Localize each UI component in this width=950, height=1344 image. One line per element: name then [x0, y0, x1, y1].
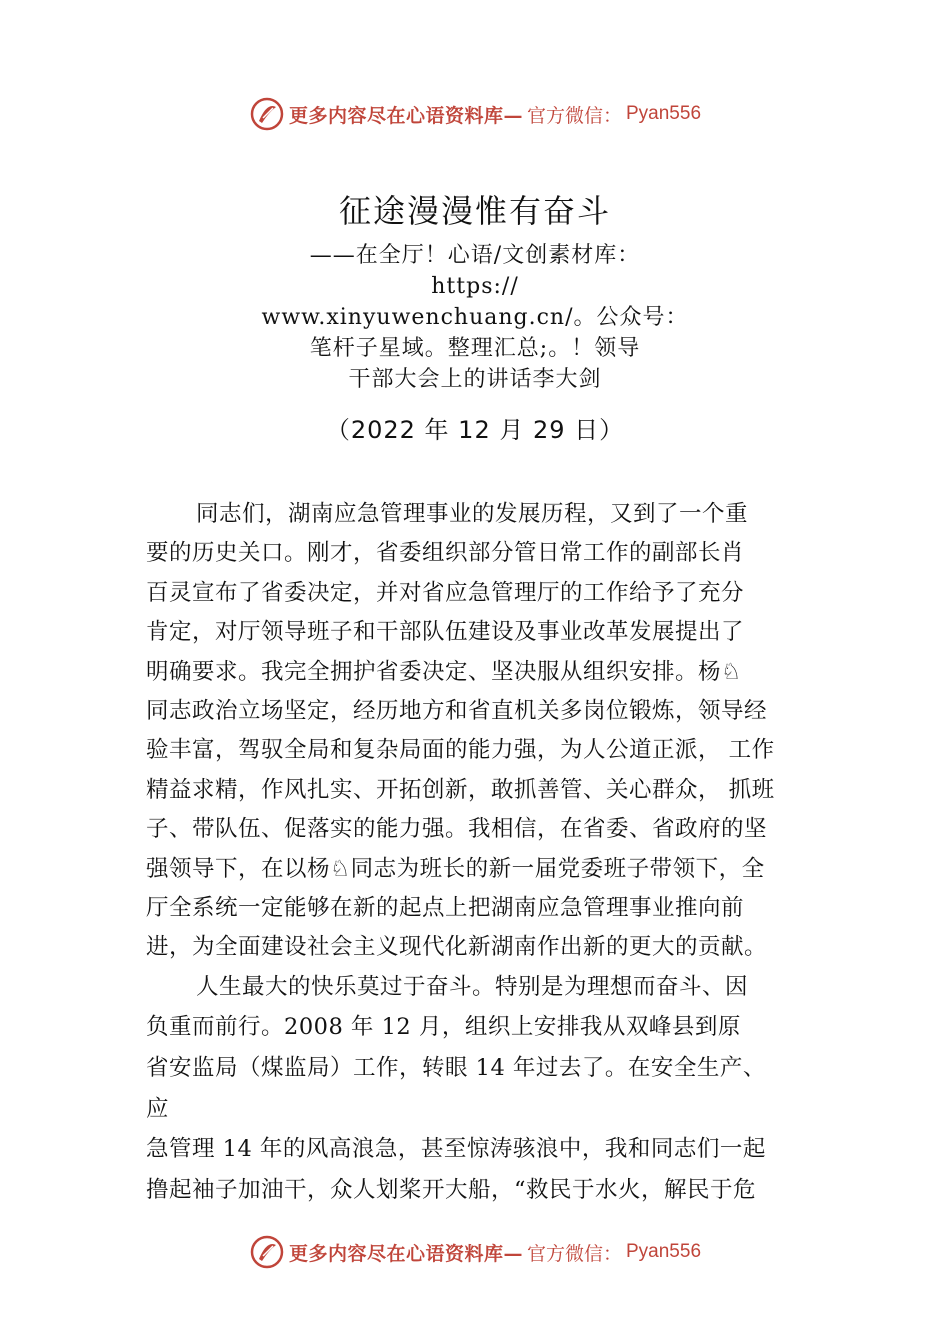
body-line: 强领导下，在以杨♘同志为班长的新一届党委班子带领下，全: [146, 855, 765, 882]
header-banner: [0, 94, 950, 134]
body-line: 验丰富，驾驭全局和复杂局面的能力强，为人公道正派， 工作: [146, 737, 775, 764]
subtitle-line: ——在全厅！心语/文创素材库：: [309, 243, 641, 268]
body-line: 进，为全面建设社会主义现代化新湖南作出新的更大的贡献。: [146, 934, 768, 961]
body-line: 肯定，对厅领导班子和干部队伍建设及事业改革发展提出了: [146, 619, 745, 646]
banner-wechat-label: 官方微信：: [526, 1242, 622, 1265]
subtitle-line: 干部大会上的讲话李大剑: [348, 367, 602, 392]
banner-wechat-id: Pyan556: [626, 1241, 702, 1262]
body-line: 省安监局（煤监局）工作，转眼 14 年过去了。在安全生产、: [146, 1054, 766, 1081]
body-line: 百灵宣布了省委决定，并对省应急管理厅的工作给予了充分: [146, 579, 745, 606]
body-line: 撸起袖子加油干，众人划桨开大船，“救民于水火，解民于危: [146, 1177, 757, 1204]
body-line: 要的历史关口。刚才，省委组织部分管日常工作的副部长肖: [146, 540, 745, 567]
subtitle-line: https://: [431, 274, 519, 299]
banner-wechat-label: 官方微信：: [526, 104, 622, 127]
banner-text: 更多内容尽在心语资料库—: [288, 1242, 523, 1265]
body-line: 应: [146, 1095, 170, 1122]
body-line: 明确要求。我完全拥护省委决定、坚决服从组织安排。杨♘: [146, 658, 742, 685]
logo-icon: [249, 1234, 285, 1270]
banner-wechat-id: Pyan556: [626, 103, 702, 124]
body-line: 人生最大的快乐莫过于奋斗。特别是为理想而奋斗、因: [196, 973, 749, 1000]
body-line: 同志们，湖南应急管理事业的发展历程，又到了一个重: [196, 501, 749, 527]
body-line: 精益求精，作风扎实、开拓创新，敢抓善管、关心群众， 抓班: [146, 776, 775, 803]
body-line: 同志政治立场坚定，经历地方和省直机关多岗位锻炼，领导经: [146, 697, 768, 724]
banner-text: 更多内容尽在心语资料库—: [288, 104, 523, 127]
logo-icon: [249, 96, 285, 132]
speech-date: （2022 年 12 月 29 日）: [325, 416, 625, 444]
page-title: 征途漫漫惟有奋斗: [338, 192, 611, 230]
subtitle-line: www.xinyuwenchuang.cn/。公众号：: [261, 305, 689, 330]
body-text: [146, 495, 836, 1211]
body-line: 负重而前行。2008 年 12 月，组织上安排我从双峰县到原: [146, 1014, 741, 1041]
subtitle: [0, 240, 950, 395]
body-line: 急管理 14 年的风高浪急，甚至惊涛骇浪中，我和同志们一起: [146, 1136, 766, 1163]
body-line: 子、带队伍、促落实的能力强。我相信，在省委、省政府的坚: [146, 816, 768, 843]
body-line: 厅全系统一定能够在新的起点上把湖南应急管理事业推向前: [146, 894, 745, 921]
footer-banner: [0, 1232, 950, 1272]
subtitle-line: 笔杆子星域。整理汇总;。！领导: [309, 336, 641, 361]
